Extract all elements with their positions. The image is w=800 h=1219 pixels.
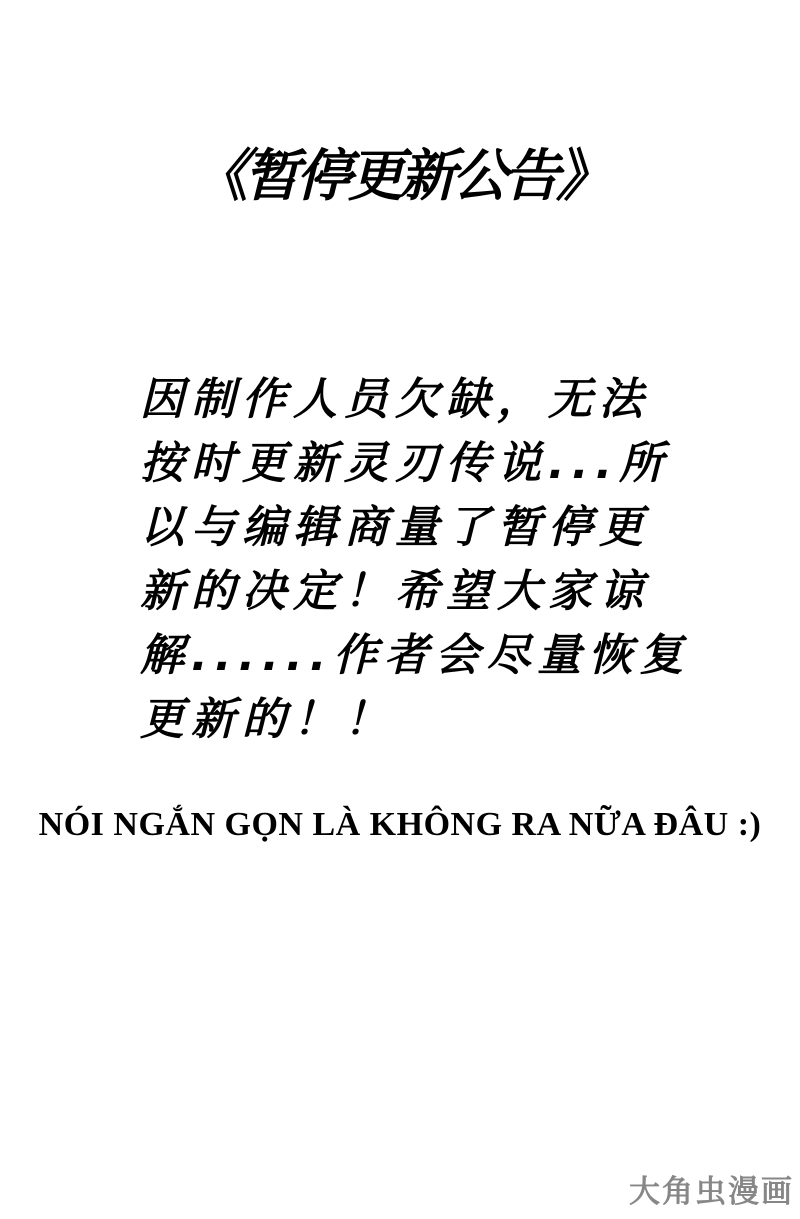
body-line-5: 解......作者会尽量恢复: [140, 630, 691, 681]
body-line-1: 因制作人员欠缺，无法: [140, 374, 650, 425]
footnote-text: NÓI NGẮN GỌN LÀ KHÔNG RA NỮA ĐÂU :): [38, 806, 762, 843]
body-line-3: 以与编辑商量了暂停更: [140, 502, 650, 553]
body-line-2: 按时更新灵刃传说...所: [140, 438, 671, 489]
announcement-body: [140, 368, 691, 752]
watermark-logo: 大角虫漫画: [629, 1174, 794, 1210]
body-line-6: 更新的！！: [140, 694, 395, 745]
body-line-4: 新的决定！希望大家谅: [140, 566, 650, 617]
announcement-title: 《暂停更新公告》: [192, 144, 608, 209]
